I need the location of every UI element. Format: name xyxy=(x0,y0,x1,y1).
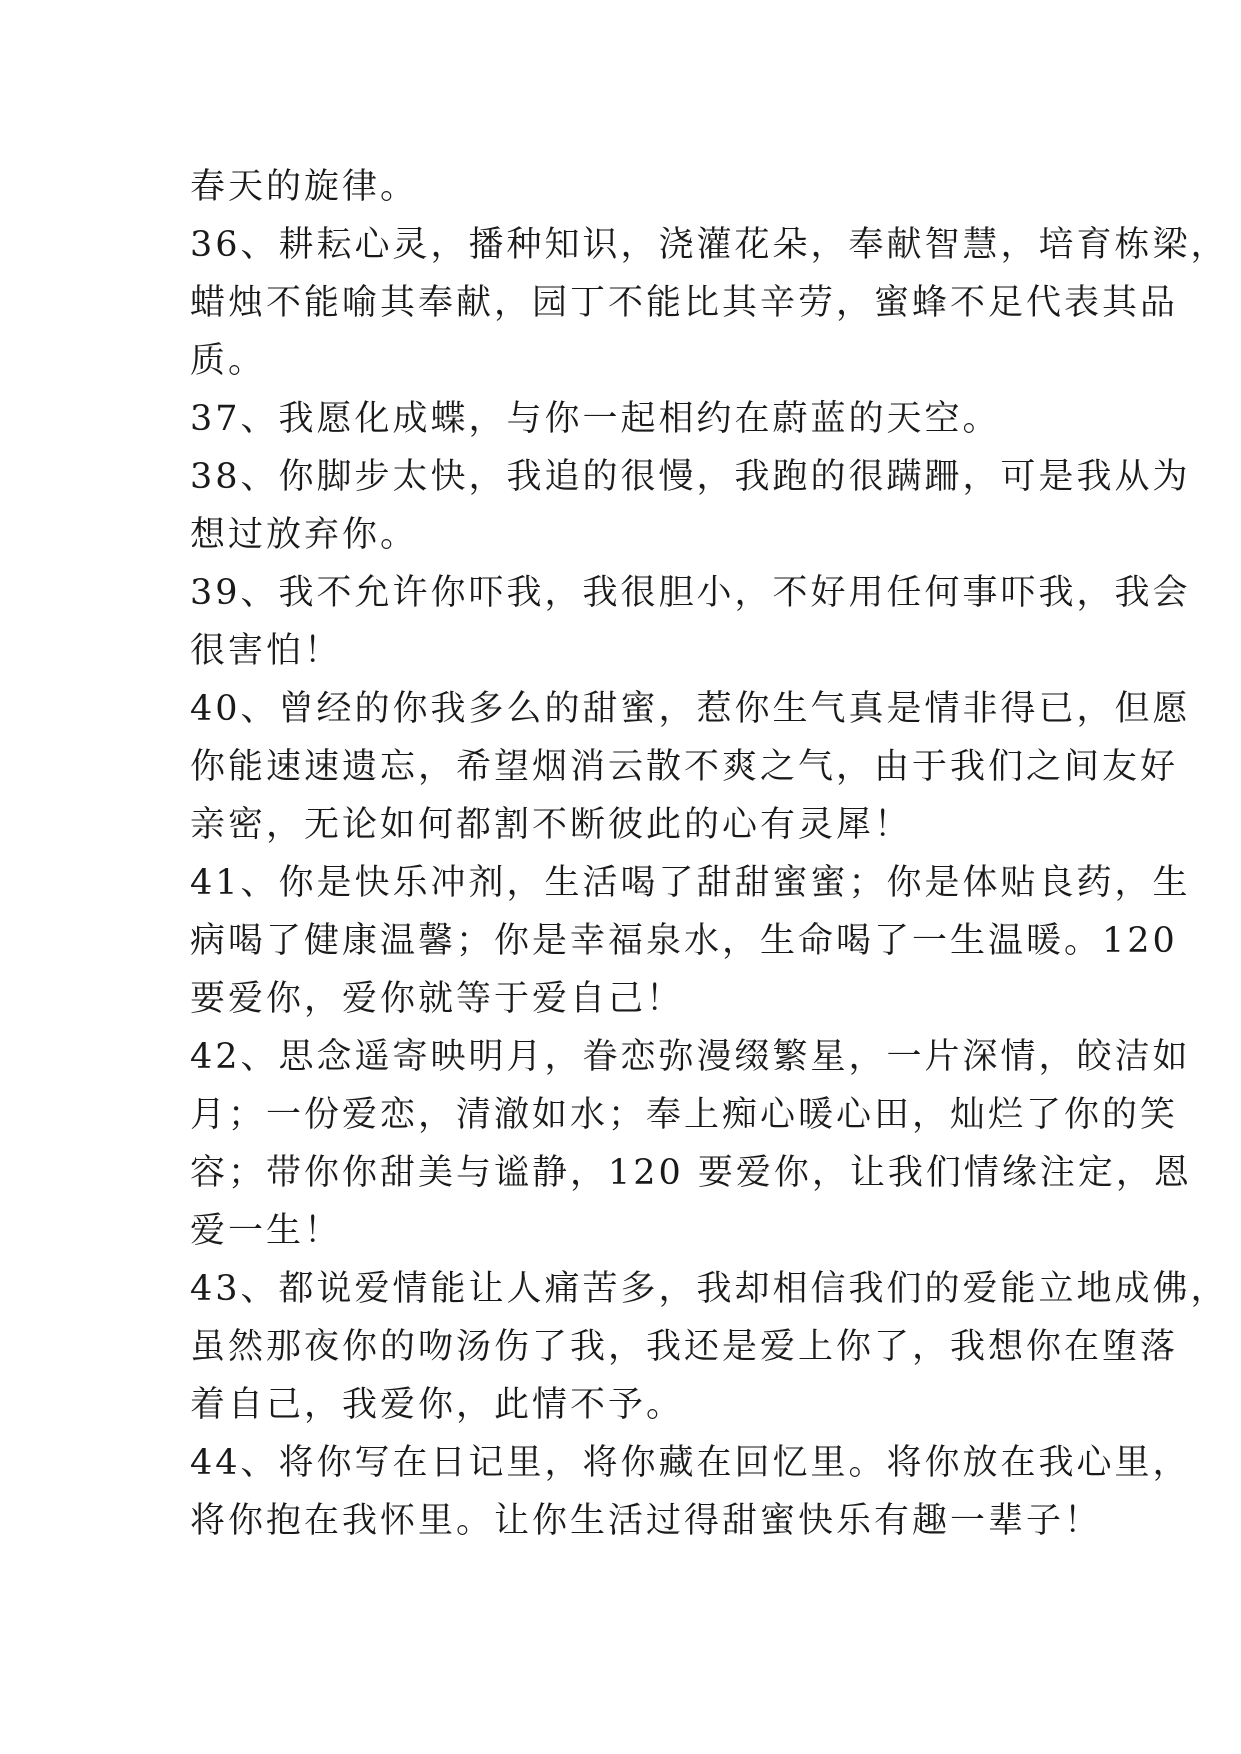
text-line: 41、你是快乐冲剂，生活喝了甜甜蜜蜜；你是体贴良药，生 xyxy=(190,863,1191,903)
text-line: 你能速速遗忘，希望烟消云散不爽之气，由于我们之间友好 xyxy=(190,747,1179,787)
text-line: 38、你脚步太快，我追的很慢，我跑的很蹒跚，可是我从为 xyxy=(190,457,1191,497)
text-line: 将你抱在我怀里。让你生活过得甜蜜快乐有趣一辈子！ xyxy=(190,1501,1103,1541)
text-line: 想过放弃你。 xyxy=(190,515,419,555)
text-line: 很害怕！ xyxy=(190,631,343,671)
text-line: 40、曾经的你我多么的甜蜜，惹你生气真是情非得已，但愿 xyxy=(190,689,1191,729)
text-line: 44、将你写在日记里，将你藏在回忆里。将你放在我心里， xyxy=(190,1443,1191,1483)
text-line: 月；一份爱恋，清澈如水；奉上痴心暖心田，灿烂了你的笑 xyxy=(190,1095,1179,1135)
text-line: 虽然那夜你的吻汤伤了我，我还是爱上你了，我想你在堕落 xyxy=(190,1327,1179,1367)
text-line: 亲密，无论如何都割不断彼此的心有灵犀！ xyxy=(190,805,913,845)
text-line: 蜡烛不能喻其奉献，园丁不能比其辛劳，蜜蜂不足代表其品 xyxy=(190,283,1179,323)
text-line: 37、我愿化成蝶，与你一起相约在蔚蓝的天空。 xyxy=(190,399,1001,439)
text-line: 春天的旋律。 xyxy=(190,167,419,207)
document-body xyxy=(190,158,1229,1550)
text-line: 42、思念遥寄映明月，眷恋弥漫缀繁星，一片深情，皎洁如 xyxy=(190,1037,1191,1077)
text-line: 43、都说爱情能让人痛苦多，我却相信我们的爱能立地成佛， xyxy=(190,1269,1229,1309)
text-line: 容；带你你甜美与谧静，120 要爱你，让我们情缘注定，恩 xyxy=(190,1153,1192,1193)
text-line: 36、耕耘心灵，播种知识，浇灌花朵，奉献智慧，培育栋梁， xyxy=(190,225,1229,265)
text-line: 质。 xyxy=(190,341,267,381)
text-line: 39、我不允许你吓我，我很胆小，不好用任何事吓我，我会 xyxy=(190,573,1191,613)
text-line: 要爱你，爱你就等于爱自己！ xyxy=(190,979,685,1019)
text-line: 爱一生！ xyxy=(190,1211,343,1251)
text-line: 着自己，我爱你，此情不予。 xyxy=(190,1385,685,1425)
text-line: 病喝了健康温馨；你是幸福泉水，生命喝了一生温暖。120 xyxy=(190,921,1178,961)
